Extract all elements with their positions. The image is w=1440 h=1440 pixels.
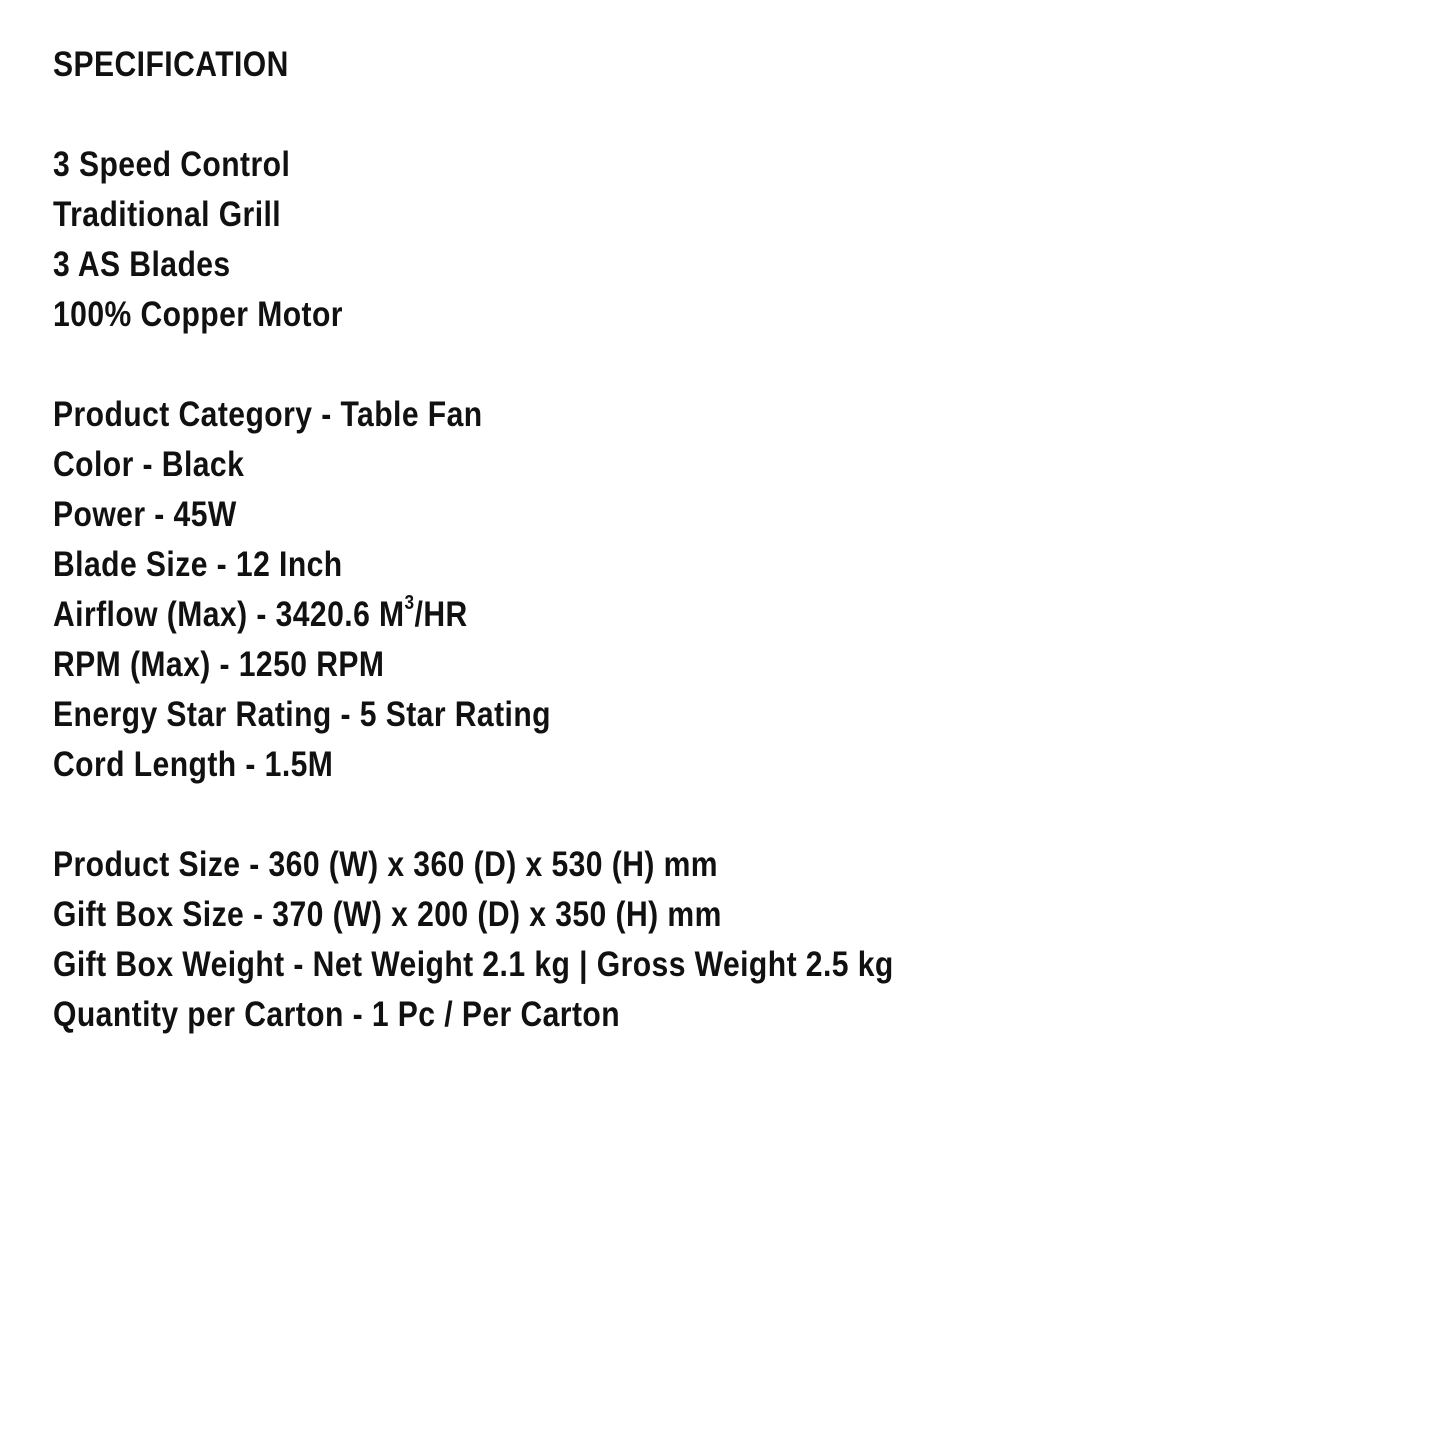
spec-airflow: [53, 590, 1205, 640]
spec-blade-size: Blade Size - 12 Inch: [53, 545, 343, 584]
page-title: SPECIFICATION: [53, 45, 289, 84]
feature-item: 100% Copper Motor: [53, 295, 343, 334]
feature-item: 3 Speed Control: [53, 145, 291, 184]
spec-energy-rating: Energy Star Rating - 5 Star Rating: [53, 695, 551, 734]
airflow-unit: /HR: [414, 595, 468, 634]
packaging-item: Gift Box Weight - Net Weight 2.1 kg | Gross Weight 2.5 kg: [53, 945, 894, 984]
specs-list: [53, 390, 1393, 790]
spec-cord-length: Cord Length - 1.5M: [53, 745, 334, 784]
packaging-item: Product Size - 360 (W) x 360 (D) x 530 (H) mm: [53, 845, 719, 884]
spacer: [53, 340, 1393, 390]
spec-power: Power - 45W: [53, 495, 237, 534]
spacer: [53, 790, 1393, 840]
packaging-item: Quantity per Carton - 1 Pc / Per Carton: [53, 995, 621, 1034]
feature-item: Traditional Grill: [53, 195, 282, 234]
airflow-superscript: 3: [404, 592, 415, 615]
airflow-value: Airflow (Max) - 3420.6 M: [53, 595, 405, 634]
features-list: [53, 140, 1393, 340]
packaging-list: [53, 840, 1393, 1040]
spacer: [53, 90, 1393, 140]
specification-document: [53, 40, 1393, 1040]
packaging-item: Gift Box Size - 370 (W) x 200 (D) x 350 (H) mm: [53, 895, 722, 934]
spec-category: Product Category - Table Fan: [53, 395, 483, 434]
feature-item: 3 AS Blades: [53, 245, 231, 284]
spec-color: Color - Black: [53, 445, 245, 484]
spec-rpm: RPM (Max) - 1250 RPM: [53, 645, 385, 684]
